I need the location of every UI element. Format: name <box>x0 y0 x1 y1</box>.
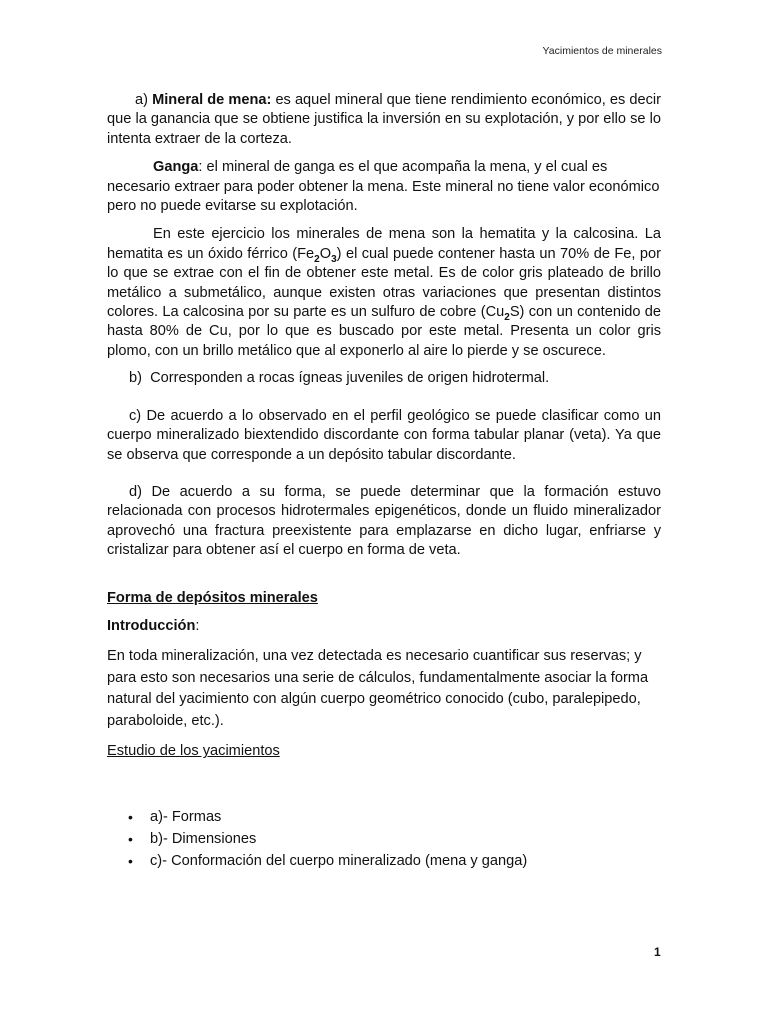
list-item-text: b)- Dimensiones <box>150 830 257 847</box>
term-mineral-de-mena: Mineral de mena: <box>152 92 272 108</box>
list-item <box>107 806 661 828</box>
running-header: Yacimientos de minerales <box>542 45 662 57</box>
list-item-text: c)- Conformación del cuerpo mineralizado (mena y ganga) <box>150 852 528 869</box>
heading-estudio-yacimientos: Estudio de los yacimientos <box>107 743 280 760</box>
text-b: Corresponden a rocas ígneas juveniles de origen hidrotermal. <box>150 370 550 387</box>
heading-forma-depositos: Forma de depósitos minerales <box>107 589 318 606</box>
list-item <box>107 828 661 850</box>
subscript-fe-2: 2 <box>314 253 320 265</box>
bullet-icon: • <box>128 852 133 869</box>
paragraph-c: c) De acuerdo a lo observado en el perfil geológico se puede clasificar como un cuerpo mineralizado biextendido discordante con forma tabular planar (veta). Ya que se observa que corresponde a un depósito tabular discordante. <box>107 407 661 463</box>
bullet-list <box>107 806 661 872</box>
paragraph-ganga <box>107 158 661 216</box>
introduccion-colon: : <box>195 617 200 634</box>
minerals-text-1: En este ejercicio los minerales de mena son la hematita y la calcosina. La hematita es un óxido férrico (Fe <box>107 226 661 262</box>
introduccion-label: Introducción <box>107 617 196 634</box>
term-ganga: Ganga <box>153 159 199 176</box>
list-item <box>107 850 661 872</box>
bullet-icon: • <box>128 808 133 825</box>
bullet-icon: • <box>128 830 133 847</box>
minerals-text-2: ) el cual puede contener hasta un 70% de Fe, por lo que se extrae con el fin de obtener este metal. Es de color gris plateado de brillo metálico a submetálico, aunque existen otras variaciones que presentan distintos colores. La calcosina por su parte es un sulfuro de cobre (Cu <box>107 245 662 321</box>
paragraph-b <box>107 369 661 388</box>
subscript-cu-2: 2 <box>504 311 510 323</box>
definition-ganga: : el mineral de ganga es el que acompaña la mena, y el cual es necesario extraer para poder obtener la mena. Este mineral no tiene valor económico pero no puede evitarse su explotación. <box>107 159 660 215</box>
item-label-b: b) <box>129 370 142 387</box>
subscript-o-3: 3 <box>331 253 337 265</box>
heading-introduccion <box>107 617 661 636</box>
definition-mineral-de-mena: es aquel mineral que tiene rendimiento económico, es decir que la ganancia que se obtiene justifica la inversión en su explotación, y por ello se lo intenta extraer de la corteza. <box>107 92 662 147</box>
formula-oxygen: O <box>319 245 332 262</box>
page-number: 1 <box>654 945 661 959</box>
paragraph-mineral-de-mena <box>107 91 661 149</box>
paragraph-introduccion: En toda mineralización, una vez detectada es necesario cuantificar sus reservas; y para esto son necesarios una serie de cálculos, fundamentalmente asociar la forma natural del yacimiento con algún cuerpo geométrico conocido (cubo, paralepipedo, paraboloide, etc.). <box>107 648 649 729</box>
minerals-text-3: S) con un contenido de hasta 80% de Cu, por lo que es buscado por este metal. Presenta un color gris plomo, con un brillo metálico que al exponerlo al aire lo pierde y se oscurece. <box>107 304 661 359</box>
paragraph-d: d) De acuerdo a su forma, se puede determinar que la formación estuvo relacionada con procesos hidrotermales epigenéticos, donde un fluido mineralizador aprovechó una fractura preexistente para emplazarse en dicho lugar, enfriarse y cristalizar para obtener así el cuerpo en forma de veta. <box>107 483 661 559</box>
list-item-text: a)- Formas <box>150 808 222 825</box>
document-body <box>107 91 661 872</box>
paragraph-minerals <box>107 225 661 361</box>
item-label-a: a) <box>135 92 148 108</box>
